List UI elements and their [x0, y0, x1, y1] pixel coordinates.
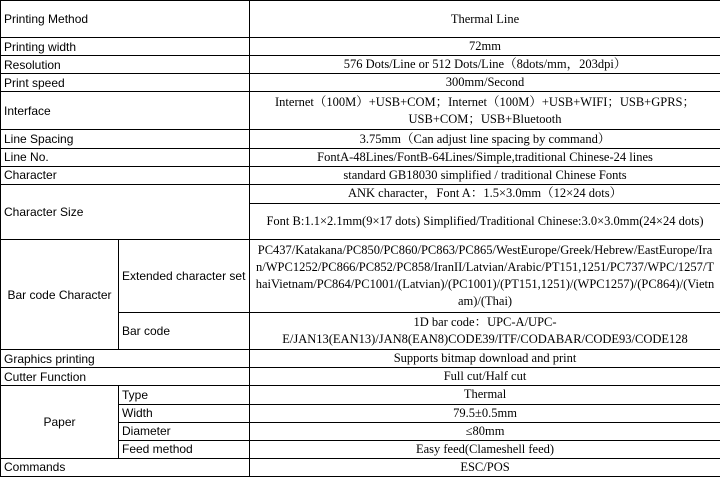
label-extended-character-set: Extended character set [119, 239, 250, 312]
value-bar-code [250, 313, 720, 350]
row-line-no [1, 148, 720, 166]
value-paper-type: Thermal [250, 386, 720, 404]
value-line-spacing: 3.75mm（Can adjust line spacing by command） [250, 130, 720, 148]
value-extended-character-set: PC437/Katakana/PC850/PC860/PC863/PC865/WestEurope/Greek/Hebrew/EastEurope/Iran/WPC1252/PC866/PC852/PC858/IranII/Latvian/Arabic/PT151,1251/PC737/WPC/1257/ThaiVietnam/PC864/PC1001/(Latvian)/(PC1001)/(PT151,1251)/(WPC1257)/(PC864)/(Vietnam)/(Thai) [250, 239, 720, 312]
value-paper-feed-method: Easy feed(Clameshell feed) [250, 440, 720, 458]
row-resolution [1, 56, 720, 74]
value-bar-code-line2: E/JAN13(EAN13)/JAN8(EAN8)CODE39/ITF/CODABAR/CODE93/CODE128 [282, 332, 688, 347]
value-character: standard GB18030 simplified / traditional Chinese Fonts [250, 166, 720, 184]
value-character-size-line1: ANK character，Font A：1.5×3.0mm（12×24 dots） [250, 184, 720, 203]
label-interface: Interface [1, 92, 250, 130]
value-commands: ESC/POS [250, 458, 720, 476]
label-printing-method: Printing Method [1, 1, 250, 38]
label-printing-width: Printing width [1, 38, 250, 56]
label-paper-feed-method: Feed method [119, 440, 250, 458]
row-interface [1, 92, 720, 130]
row-cutter-function [1, 368, 720, 386]
value-printing-method: Thermal Line [250, 1, 720, 38]
value-print-speed: 300mm/Second [250, 74, 720, 92]
value-line-no: FontA-48Lines/FontB-64Lines/Simple,traditional Chinese-24 lines [250, 148, 720, 166]
row-extended-character-set [1, 239, 720, 312]
row-character [1, 166, 720, 184]
label-paper: Paper [1, 386, 119, 458]
label-bar-code-character: Bar code Character [1, 239, 119, 349]
row-graphics-printing [1, 350, 720, 368]
label-character-size: Character Size [1, 184, 250, 239]
label-bar-code: Bar code [119, 313, 250, 350]
label-paper-diameter: Diameter [119, 422, 250, 440]
value-printing-width: 72mm [250, 38, 720, 56]
value-interface-line1: Internet（100M）+USB+COM；Internet（100M）+USB+WIFI；USB+GPRS； [275, 94, 695, 109]
value-paper-diameter: ≤80mm [250, 422, 720, 440]
label-line-spacing: Line Spacing [1, 130, 250, 148]
value-paper-width: 79.5±0.5mm [250, 404, 720, 422]
row-commands [1, 458, 720, 476]
label-line-no: Line No. [1, 148, 250, 166]
label-graphics-printing: Graphics printing [1, 350, 250, 368]
row-printing-width [1, 38, 720, 56]
row-printing-method [1, 1, 720, 38]
row-line-spacing [1, 130, 720, 148]
label-resolution: Resolution [1, 56, 250, 74]
value-interface-line2: USB+COM；USB+Bluetooth [408, 111, 562, 126]
label-commands: Commands [1, 458, 250, 476]
value-bar-code-line1: 1D bar code：UPC-A/UPC- [413, 315, 557, 330]
row-character-size-1 [1, 184, 720, 203]
value-resolution: 576 Dots/Line or 512 Dots/Line（8dots/mm，203dpi） [250, 56, 720, 74]
label-paper-width: Width [119, 404, 250, 422]
value-interface [250, 92, 720, 130]
value-graphics-printing: Supports bitmap download and print [250, 350, 720, 368]
label-paper-type: Type [119, 386, 250, 404]
row-print-speed [1, 74, 720, 92]
row-paper-type [1, 386, 720, 404]
label-cutter-function: Cutter Function [1, 368, 250, 386]
value-character-size-line2: Font B:1.1×2.1mm(9×17 dots) Simplified/Traditional Chinese:3.0×3.0mm(24×24 dots) [250, 203, 720, 239]
value-cutter-function: Full cut/Half cut [250, 368, 720, 386]
label-character: Character [1, 166, 250, 184]
label-print-speed: Print speed [1, 74, 250, 92]
